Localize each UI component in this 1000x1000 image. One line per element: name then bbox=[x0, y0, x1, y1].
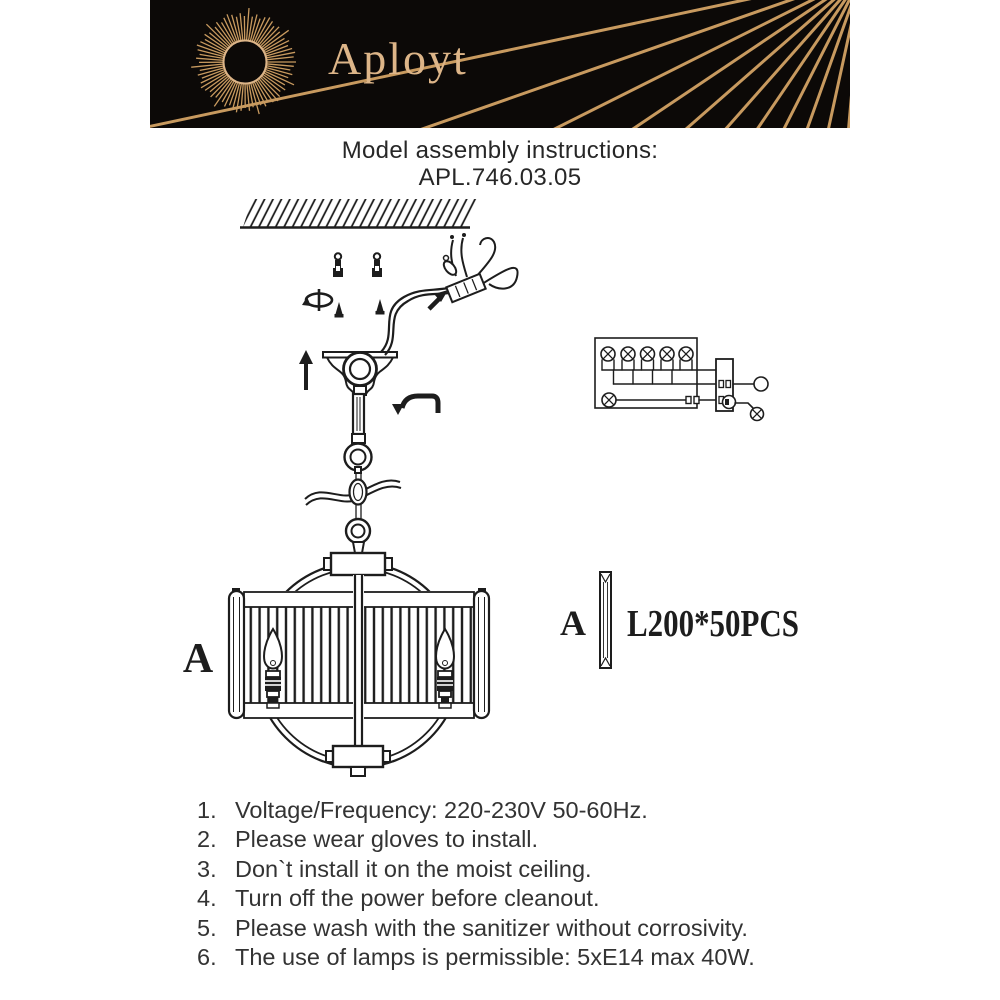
shade-right-cap bbox=[474, 591, 489, 718]
instructions-list bbox=[197, 796, 877, 972]
instruction-item bbox=[197, 796, 877, 825]
terminal-block-icon bbox=[446, 274, 485, 302]
wall-anchor-icon bbox=[372, 253, 382, 277]
page-title: Model assembly instructions: bbox=[341, 137, 659, 164]
item-number: 1. bbox=[197, 797, 217, 823]
legend bbox=[560, 572, 799, 668]
legend-part-label: A bbox=[560, 603, 586, 643]
rotate-symbol-icon bbox=[302, 289, 332, 311]
lamp-symbol-icon bbox=[601, 347, 615, 361]
power-cable bbox=[305, 480, 400, 499]
up-arrow-icon bbox=[299, 350, 313, 390]
lamp-symbol-icon bbox=[621, 347, 635, 361]
bottom-block bbox=[333, 746, 383, 767]
instruction-item bbox=[197, 943, 877, 972]
lamp-symbol-icon bbox=[602, 393, 616, 407]
canopy-drawing bbox=[323, 352, 397, 395]
item-text: The use of lamps is permissible: 5xE14 max 40W. bbox=[235, 944, 755, 971]
candle-bulb-icon bbox=[436, 629, 454, 708]
item-text: Don`t install it on the moist ceiling. bbox=[235, 855, 592, 882]
terminal-block-symbol bbox=[716, 359, 733, 411]
arrow-icon bbox=[429, 297, 441, 309]
shade-left-cap bbox=[229, 591, 244, 718]
crystal-rod-shade bbox=[244, 607, 474, 703]
item-number: 6. bbox=[197, 944, 217, 971]
item-number: 3. bbox=[197, 855, 217, 882]
banner-decoration bbox=[150, 0, 850, 128]
lamp-symbol-icon bbox=[660, 347, 674, 361]
instruction-item bbox=[197, 914, 877, 943]
item-text: Please wear gloves to install. bbox=[235, 826, 539, 853]
plug-symbol-icon bbox=[723, 396, 736, 409]
lamp-symbol-icon bbox=[679, 347, 693, 361]
lamp-symbol-icon bbox=[641, 347, 655, 361]
wire-nut-icon bbox=[441, 259, 458, 277]
lamp-symbol-icon bbox=[751, 408, 764, 421]
candle-bulb-icon bbox=[264, 629, 282, 708]
power-cable bbox=[306, 486, 401, 505]
chandelier-drawing bbox=[229, 553, 489, 776]
instruction-item bbox=[197, 855, 877, 884]
brand-logotype: Aployt bbox=[328, 33, 468, 84]
chain-drawing bbox=[305, 394, 401, 553]
screw-icon bbox=[335, 302, 344, 318]
wire-drawing bbox=[381, 233, 518, 355]
top-block bbox=[331, 553, 385, 575]
switch-symbol-icon bbox=[754, 377, 768, 391]
sunburst-ring-icon bbox=[224, 41, 267, 84]
ceiling-hatch bbox=[240, 199, 477, 228]
hook-icon bbox=[392, 396, 438, 415]
title-block bbox=[0, 137, 1000, 191]
item-text: Turn off the power before cleanout. bbox=[235, 885, 600, 912]
wiring-diagram bbox=[595, 338, 768, 421]
item-number: 5. bbox=[197, 914, 217, 941]
instruction-item bbox=[197, 884, 877, 913]
item-text: Please wash with the sanitizer without corrosivity. bbox=[235, 914, 748, 941]
item-text: Voltage/Frequency: 220-230V 50-60Hz. bbox=[235, 797, 648, 823]
item-number: 2. bbox=[197, 826, 217, 853]
wall-anchor-icon bbox=[333, 253, 343, 277]
screw-icon bbox=[376, 299, 385, 315]
corner-rays-icon bbox=[150, 0, 850, 128]
instruction-item bbox=[197, 825, 877, 854]
model-number: APL.746.03.05 bbox=[418, 164, 582, 191]
legend-spec: L200*50PCS bbox=[627, 603, 799, 645]
crystal-rod-icon bbox=[600, 572, 611, 668]
part-label-a: A bbox=[182, 636, 214, 682]
item-number: 4. bbox=[197, 885, 217, 912]
brand-banner bbox=[150, 0, 850, 128]
